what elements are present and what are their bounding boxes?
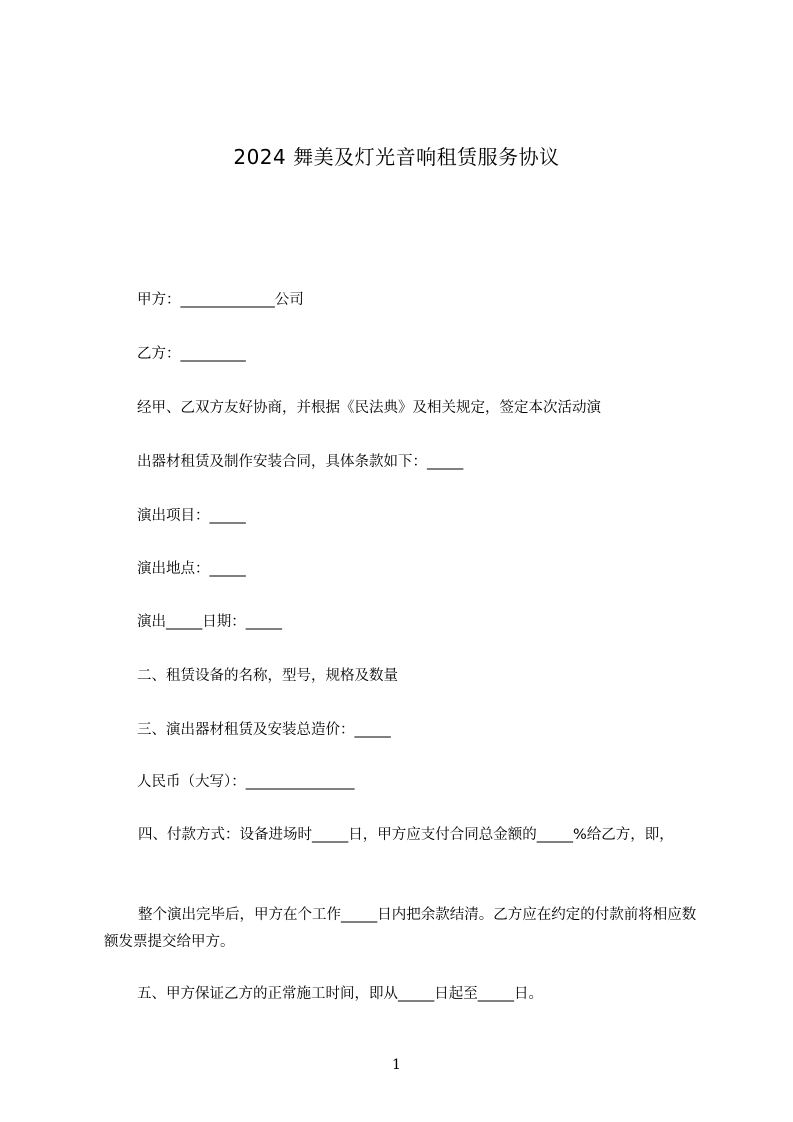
page-number: 1 — [392, 1057, 401, 1073]
section-4-paragraph: 四、付款方式：设备进场时_____日，甲方应支付合同总金额的_____%给乙方，即， — [138, 827, 674, 843]
rmb-uppercase-line: 人民币（大写）：_______________ — [137, 774, 355, 790]
section-2-heading: 二、租赁设备的名称，型号，规格及数量 — [137, 668, 398, 684]
intro-line-2: 出器材租赁及制作安装合同，具体条款如下：_____ — [137, 454, 464, 470]
settlement-paragraph: 整个演出完毕后，甲方在个工作_____日内把余款结清。乙方应在约定的付款前将相应数额发票提交给甲方。 — [104, 907, 697, 950]
performance-date-line: 演出_____日期：_____ — [137, 614, 282, 630]
section-3-heading: 三、演出器材租赁及安装总造价：_____ — [137, 722, 391, 738]
intro-line-1: 经甲、乙双方友好协商，并根据《民法典》及相关规定，签定本次活动演 — [137, 400, 601, 416]
party-a-line: 甲方：_____________公司 — [137, 292, 304, 308]
party-b-line: 乙方：_________ — [137, 346, 246, 362]
section-5-line: 五、甲方保证乙方的正常施工时间，即从_____日起至_____日。 — [137, 986, 543, 1002]
performance-location-line: 演出地点：_____ — [137, 561, 246, 577]
document-title: 2024 舞美及灯光音响租赁服务协议 — [233, 145, 560, 169]
performance-project-line: 演出项目：_____ — [137, 508, 246, 524]
